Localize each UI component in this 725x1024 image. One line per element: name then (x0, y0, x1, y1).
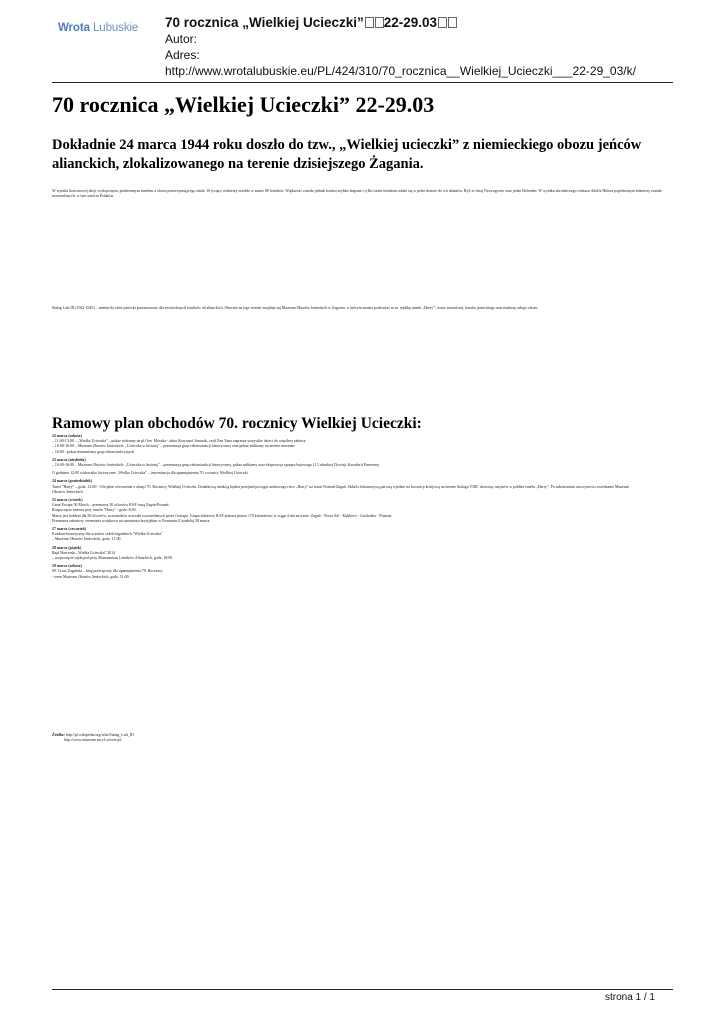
sources-label: Źródła: (52, 733, 65, 737)
plan-line: – 16:00 - pokaz dynamiczny grup rekonstrukcyjnych (52, 449, 135, 454)
header-author: Autor: (165, 32, 198, 46)
plan-section (52, 434, 672, 455)
article-lead: Dokładnie 24 marca 1944 roku doszło do tzw., „Wielkiej ucieczki” z niemieckiego obozu jeńców alianckich, zlokalizowanego na terenie dzisiejszego Żagania. (52, 137, 642, 172)
plan-line: – 10:00-16:00 – Muzeum Obozów Jenieckich: „Ucieczka w historię” – prezentacja grup rekonstrukcji historycznej oraz pokaz militarny na terenie muzeum (52, 444, 295, 449)
plan-line: Marsz jest hołdem dla 50 oficerów, uczestników ucieczki rozstrzelanych przez Gestapo. Grupa żołnierzy RAF pokona pieszo 170 kilometrów w ciągu 4 dni na trasie: Żagań - Nowa Sól - Kębłowo - Grodzisko - Poznań. (52, 513, 392, 518)
header-info (165, 15, 673, 79)
plan-date: 28 marca (piątek) (52, 545, 82, 550)
source-link[interactable]: http://pl.wikipedia.org/wiki/Stalag_Luft_III (65, 733, 134, 737)
wrota-lubuskie-logo (58, 22, 138, 34)
plan-section (52, 458, 672, 468)
plan-line: – 11:00-13:00 – „Wielka Ucieczka” – pokaz rodzinny na pl.Gen. Maczka - aktor Krzysztof Janczak, czyli Pan Vapu zaprasza wszystkie dzieci do wspólnej zabawy. (52, 439, 307, 444)
missing-glyph-icon (375, 17, 384, 28)
plan-line: Rozpoczęcie marszu przy tunelu "Harry" - godz. 8:30. (52, 508, 137, 513)
plan-line: – Muzeum Obozów Jenieckich, godz. 11:00 (52, 537, 121, 542)
missing-glyph-icon (448, 17, 457, 28)
header-url: http://www.wrotalubuskie.eu/PL/424/310/70_rocznica__Wielkiej_Ucieczki___22-29_03/k/ (165, 64, 636, 78)
plan-line: Konkurs historyczny dla uczniów szkół żagańskich "Wielka Ucieczka" (52, 532, 163, 537)
plan-line: O godzinie 12:00 widowisko historyczne „Wielka Ucieczka” – inscenizacja dla upamiętnienia 70. rocznicy Wielkiej Ucieczki. (52, 471, 249, 476)
header-title: 70 rocznica „Wielkiej Ucieczki” (165, 15, 364, 30)
plan-section (52, 479, 672, 495)
plan-line: 69. Cross Żagański – bieg poświęcony dla upamiętnienia 70. Rocznicy. (52, 569, 164, 574)
plan-line: Great Escape 50 March – przemarsz 50 oficerów RAF trasą Żagań-Poznań. (52, 503, 170, 508)
plan-date: 25 marca (wtorek) (52, 498, 83, 503)
plan-date: 22 marca (sobota) (52, 434, 82, 438)
plan-date: 23 marca (niedziela) (52, 457, 86, 462)
plan-date: 29 marca (sobota) (52, 564, 82, 569)
plan-line: Tunel "Harry" – godz. 12:00 - Oficjalne otworzenie z okazji 70. Rocznicy Wielkiej Ucieczki. Dodatkową atrakcją będzie przejazd pociągu osobowego retro „Harry” na trasie Poznań-Żagań. Skład z lokomotywą parową wjedzie na bocznicę kolejową na terenie Stalagu VIIIC dowożąc turystów w pobliże tunelu „Harry”. Po zakończeniu uroczystości zwiedzanie Muzeum (52, 484, 629, 489)
header-title-row (165, 15, 673, 31)
plan-line: – rozpoczęcie rajdu pod przy Muzeumiom Lotników Alianckich, godz. 18:00 (52, 556, 173, 561)
missing-glyph-icon (365, 17, 374, 28)
header-address: Adres: (165, 48, 200, 62)
page-footer (52, 989, 673, 1003)
article-paragraph-2: Stalag Luft III (1942-1945) – niemiecki obóz jeniecki przeznaczony dla zestrzelonych lotników sił alianckich. Obecnie na jego terenie znajduje się Muzeum Obozów Jenieckich w Żaganiu, w którym można podziwiać m.in. replikę tunelu „Harry”, wraty strażniczej, baraku jenieckiego oraz makietę całego obozu. (52, 306, 539, 310)
page-header (52, 12, 673, 83)
page-number: strona 1 / 1 (604, 992, 655, 1003)
logo-main-text: Wrota (58, 22, 90, 34)
article-title: 70 rocznica „Wielkiej Ucieczki” 22-29.03 (52, 92, 435, 117)
sources (52, 733, 352, 743)
plan-line: Obozów Jenieckich. (52, 489, 84, 494)
plan-heading: Ramowy plan obchodów 70. rocznicy Wielkiej Ucieczki: (52, 415, 422, 432)
plan-section (52, 564, 672, 580)
plan-line: Rajd Harcerski „Wielka Ucieczka” 2014 (52, 550, 116, 555)
missing-glyph-icon (438, 17, 447, 28)
header-title-suffix: 22-29.03 (383, 15, 438, 30)
plan-section (52, 527, 672, 543)
plan-line: – 10:00-16:00 – Muzeum Obozów Jenieckich: „Ucieczka w historię” – prezentacja grup rekonstrukcji historycznej, pokaz militarny oraz ekspozycja sprzętu bojowego 11 Lubuskiej Dywizji Kawalerii Pancernej (52, 463, 380, 468)
plan-section (52, 471, 672, 476)
plan-line: Przemarsz zakończy ceremonia wojskowa na cmentarzu brytyjskim w Poznaniu (Cytadela) 28 marca. (52, 518, 211, 523)
source-link[interactable]: http://www.muzeum.zary1.serwer.pl/ (64, 738, 122, 743)
event-plan (52, 434, 672, 583)
plan-section (52, 546, 672, 562)
article-paragraph-1: W wyniku brawurowej akcji wydrążonym, podziemnym tunelem z obozu przetrzymującego około 10 tysięcy żołnierzy uciekło w sumie 80 lotników. Większość została jednak bardzo szybko złapana i tylko trzem lotnikom udało się w pełni dotrzeć do ich aliantów. Byli to dwaj Norwegowie oraz jeden Holender. W wyniku zbrodniczego rozkazu Adolfa Hitlera popełnionym żołnierzy zostało rozstrzelanych, w tym sześciu Polaków. (52, 189, 663, 199)
plan-section (52, 498, 672, 524)
plan-date: 27 marca (czwartek) (52, 527, 87, 532)
plan-date: 24 marca (poniedziałek) (52, 479, 92, 484)
plan-line: - teren Muzeum Obozów Jenieckich, godz. 11:00 (52, 574, 129, 579)
logo-sub-text: Lubuskie (92, 22, 139, 34)
